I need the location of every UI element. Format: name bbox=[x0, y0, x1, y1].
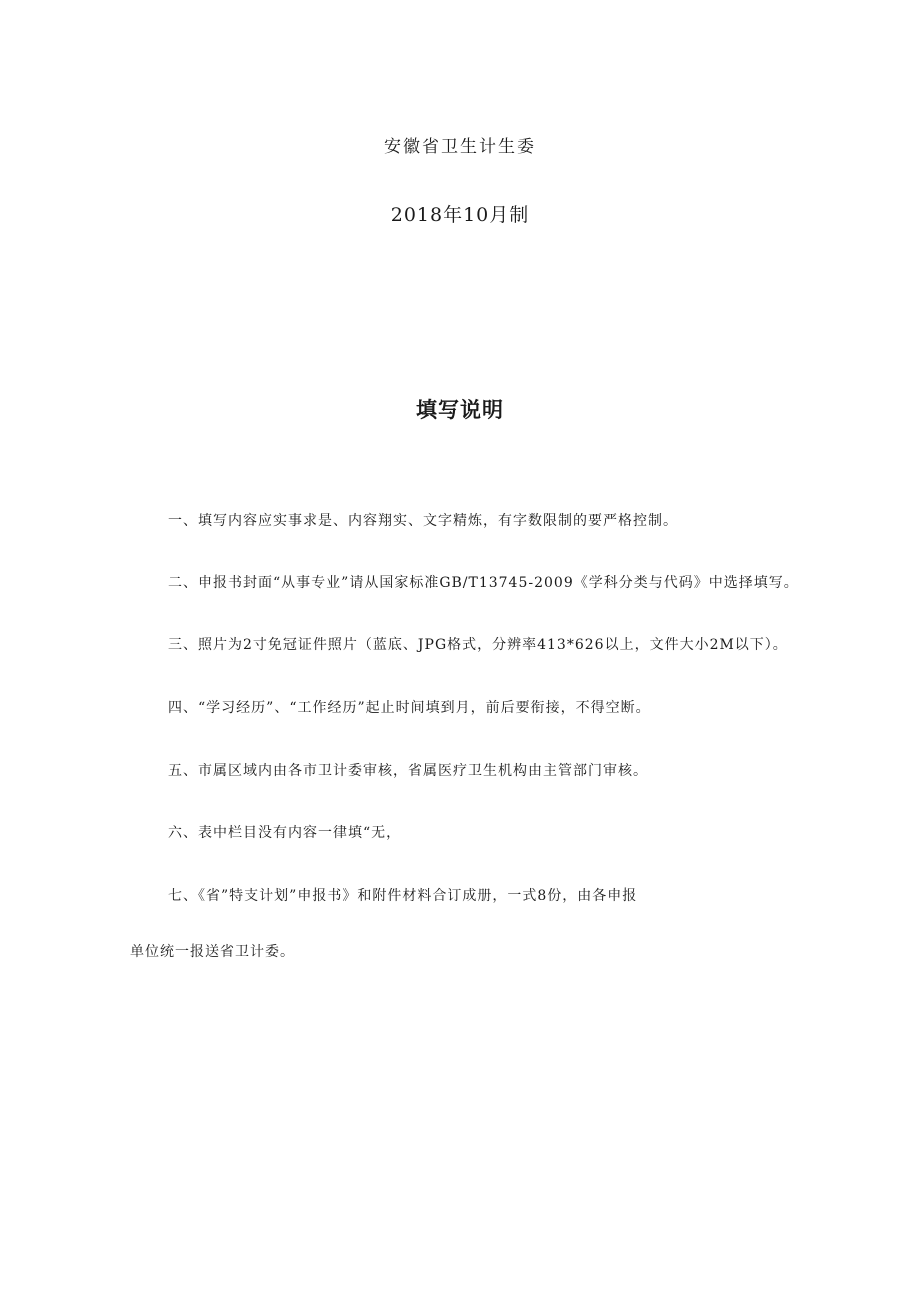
instruction-item: 一、填写内容应实事求是、内容翔实、文字精炼，有字数限制的要严格控制。 bbox=[168, 513, 678, 529]
instructions-title: 填写说明 bbox=[416, 398, 504, 422]
instruction-item: 二、申报书封面“从事专业”请从国家标准GB/T13745-2009《学科分类与代码》中选择填写。 bbox=[168, 575, 799, 591]
instruction-item: 六、表中栏目没有内容一律填“无， bbox=[168, 825, 402, 841]
instruction-item: 四、“学习经历”、“工作经历”起止时间填到月，前后要衔接，不得空断。 bbox=[168, 700, 651, 716]
instruction-item: 五、市属区域内由各市卫计委审核，省属医疗卫生机构由主管部门审核。 bbox=[168, 763, 648, 779]
instruction-item-continuation: 单位统一报送省卫计委。 bbox=[130, 944, 295, 960]
instruction-item: 七、《省”特支计划”申报书》和附件材料合订成册，一式8份，由各申报 bbox=[168, 888, 638, 904]
document-date: 2018年10月制 bbox=[390, 204, 530, 226]
instruction-item: 三、照片为2寸免冠证件照片（蓝底、JPG格式，分辨率413*626以上，文件大小2M以下）。 bbox=[168, 637, 788, 653]
organization-name: 安徽省卫生计生委 bbox=[384, 137, 536, 157]
